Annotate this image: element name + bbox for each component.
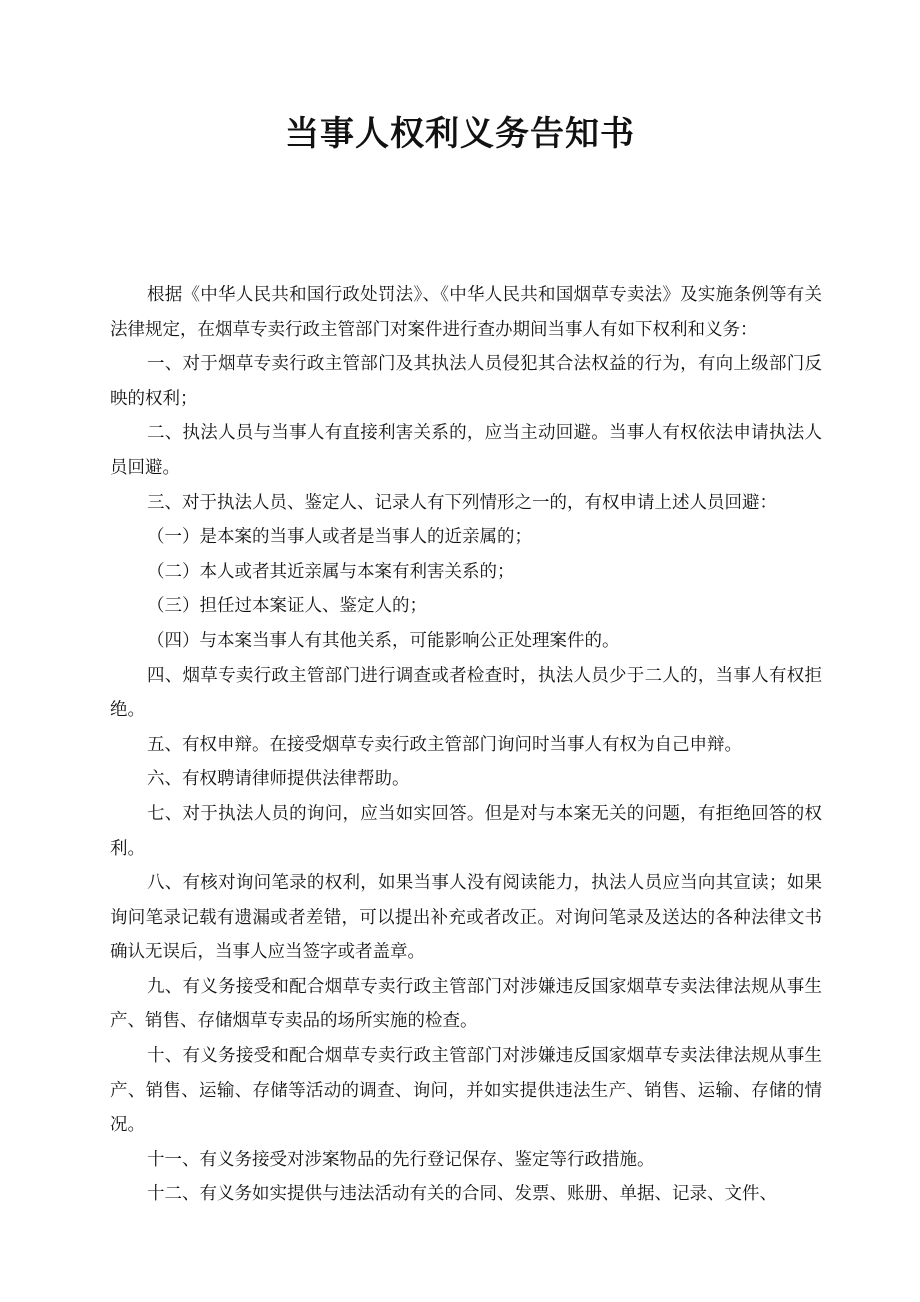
paragraph-item-8: 八、有核对询问笔录的权利，如果当事人没有阅读能力，执法人员应当向其宣读；如果询问笔录记载有遗漏或者差错，可以提出补充或者改正。对询问笔录及送达的各种法律文书确认无误后，当事人应当签字或者盖章。 [110, 873, 822, 963]
sub-item-4: （四）与本案当事人有其他关系，可能影响公正处理案件的。 [147, 630, 620, 651]
document-body [110, 278, 822, 1212]
paragraph-item-7: 七、对于执法人员的询问，应当如实回答。但是对与本案无关的问题，有拒绝回答的权利。 [110, 803, 822, 859]
sub-item-3: （三）担任过本案证人、鉴定人的； [147, 596, 427, 617]
paragraph-item-2: 二、执法人员与当事人有直接利害关系的，应当主动回避。当事人有权依法申请执法人员回避。 [110, 423, 822, 478]
paragraph-item-5: 五、有权申辩。在接受烟草专卖行政主管部门询问时当事人有权为自己申辩。 [147, 734, 742, 755]
sub-item-2: （二）本人或者其近亲属与本案有利害关系的； [147, 561, 515, 582]
paragraph-item-4: 四、烟草专卖行政主管部门进行调查或者检查时，执法人员少于二人的，当事人有权拒绝。 [110, 665, 822, 721]
paragraph-item-9: 九、有义务接受和配合烟草专卖行政主管部门对涉嫌违反国家烟草专卖法律法规从事生产、销售、存储烟草专卖品的场所实施的检查。 [110, 976, 822, 1032]
paragraph-item-12: 十二、有义务如实提供与违法活动有关的合同、发票、账册、单据、记录、文件、 [147, 1184, 777, 1205]
sub-item-1: （一）是本案的当事人或者是当事人的近亲属的； [147, 527, 532, 548]
paragraph-item-10: 十、有义务接受和配合烟草专卖行政主管部门对涉嫌违反国家烟草专卖法律法规从事生产、销售、运输、存储等活动的调查、询问，并如实提供违法生产、销售、运输、存储的情况。 [110, 1046, 822, 1136]
paragraph-item-11: 十一、有义务接受对涉案物品的先行登记保存、鉴定等行政措施。 [147, 1149, 655, 1170]
paragraph-item-6: 六、有权聘请律师提供法律帮助。 [147, 769, 410, 790]
paragraph-item-1: 一、对于烟草专卖行政主管部门及其执法人员侵犯其合法权益的行为，有向上级部门反映的权利； [110, 354, 822, 409]
document-title: 当事人权利义务告知书 [285, 114, 635, 154]
paragraph-intro: 根据《中华人民共和国行政处罚法》、《中华人民共和国烟草专卖法》及实施条例等有关法律规定，在烟草专卖行政主管部门对案件进行查办期间当事人有如下权利和义务： [110, 285, 822, 340]
paragraph-item-3: 三、对于执法人员、鉴定人、记录人有下列情形之一的，有权申请上述人员回避： [147, 492, 777, 513]
